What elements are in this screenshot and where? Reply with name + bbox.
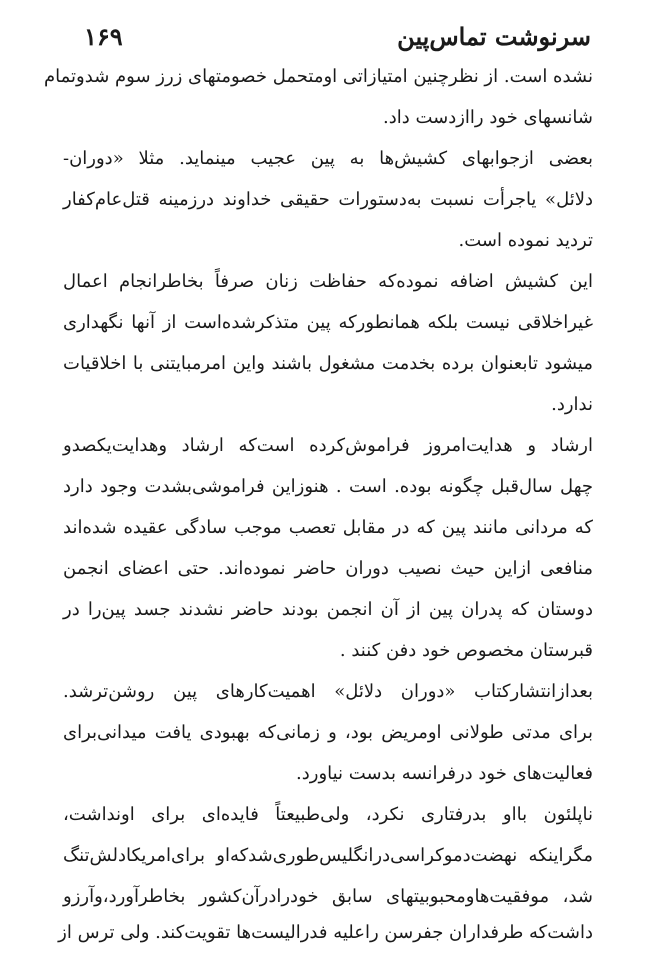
- running-title: سرنوشت تماس‌پین: [397, 22, 591, 51]
- text-line: غیراخلاقی نیست بلکه همانطورکه پین متذکرشده‌است از آنها نگهداری: [63, 312, 593, 333]
- text-line: شانسهای خود راازدست داد.: [382, 107, 593, 128]
- text-line: ارشاد و هدایت‌امروز فراموش‌کرده است‌که ارشاد وهدایت‌یکصدو: [63, 435, 593, 456]
- text-line: این کشیش اضافه نموده‌که حفاظت زنان صرفاً بخاطرانجام اعمال: [63, 271, 593, 292]
- text-line: ناپلئون بااو بدرفتاری نکرد، ولی‌طبیعتاً فایده‌ای برای اونداشت،: [63, 804, 593, 825]
- text-line: چهل سال‌قبل چگونه بوده. است . هنوزاین فراموشی‌بشدت وجود دارد: [63, 476, 593, 497]
- text-line: دوستان که پدران پین از آن انجمن بودند حاضر نشدند جسد پین‌را در: [63, 599, 593, 620]
- text-line: بعدازانتشارکتاب «دوران دلائل» اهمیت‌کارهای پین روشن‌ترشد.: [63, 681, 593, 702]
- text-line: ندارد.: [551, 394, 593, 415]
- page-number: ۱۶۹: [84, 22, 123, 51]
- text-line: نشده است. از نظرچنین امتیازاتی اومتحمل خصومتهای زرز سوم شدوتمام: [44, 66, 593, 87]
- text-line: قبرستان مخصوص خود دفن کنند .: [339, 640, 593, 661]
- text-line: دلائل» یاجرأت نسبت به‌دستورات حقیقی خداوند درزمینه قتل‌عام‌کفار: [63, 189, 593, 210]
- text-line: منافعی ازاین حیث نصیب دوران حاضر نموده‌اند. حتی اعضای انجمن: [63, 558, 593, 579]
- text-line: برای مدتی طولانی اومریض بود، و زمانی‌که بهبودی یافت میدانی‌برای: [63, 722, 593, 743]
- text-line: تردید نموده است.: [458, 230, 593, 251]
- text-line: مگراینکه نهضت‌دموکراسی‌درانگلیس‌طوری‌شدکه‌او برای‌امریکادلش‌تنگ: [63, 845, 593, 866]
- text-line: شد، موفقیت‌هاومحبوبیتهای سابق خودرادرآن‌کشور بخاطرآورد،وآرزو: [63, 886, 593, 907]
- text-line: داشت‌که طرفداران جفرسن راعلیه فدرالیست‌ها تقویت‌کند. ولی ترس از: [58, 922, 593, 943]
- text-line: که مردانی مانند پین که در مقابل تعصب موجب سادگی عقیده شده‌اند: [63, 517, 593, 538]
- text-line: فعالیت‌های خود درفرانسه بدست نیاورد.: [296, 763, 593, 784]
- text-line: میشود تابعنوان برده بخدمت مشغول باشند واین امرمبایتنی با اخلاقیات: [63, 353, 593, 374]
- text-line: بعضی ازجوابهای کشیش‌ها به پین عجیب مینماید. مثلا «دوران-: [63, 148, 593, 169]
